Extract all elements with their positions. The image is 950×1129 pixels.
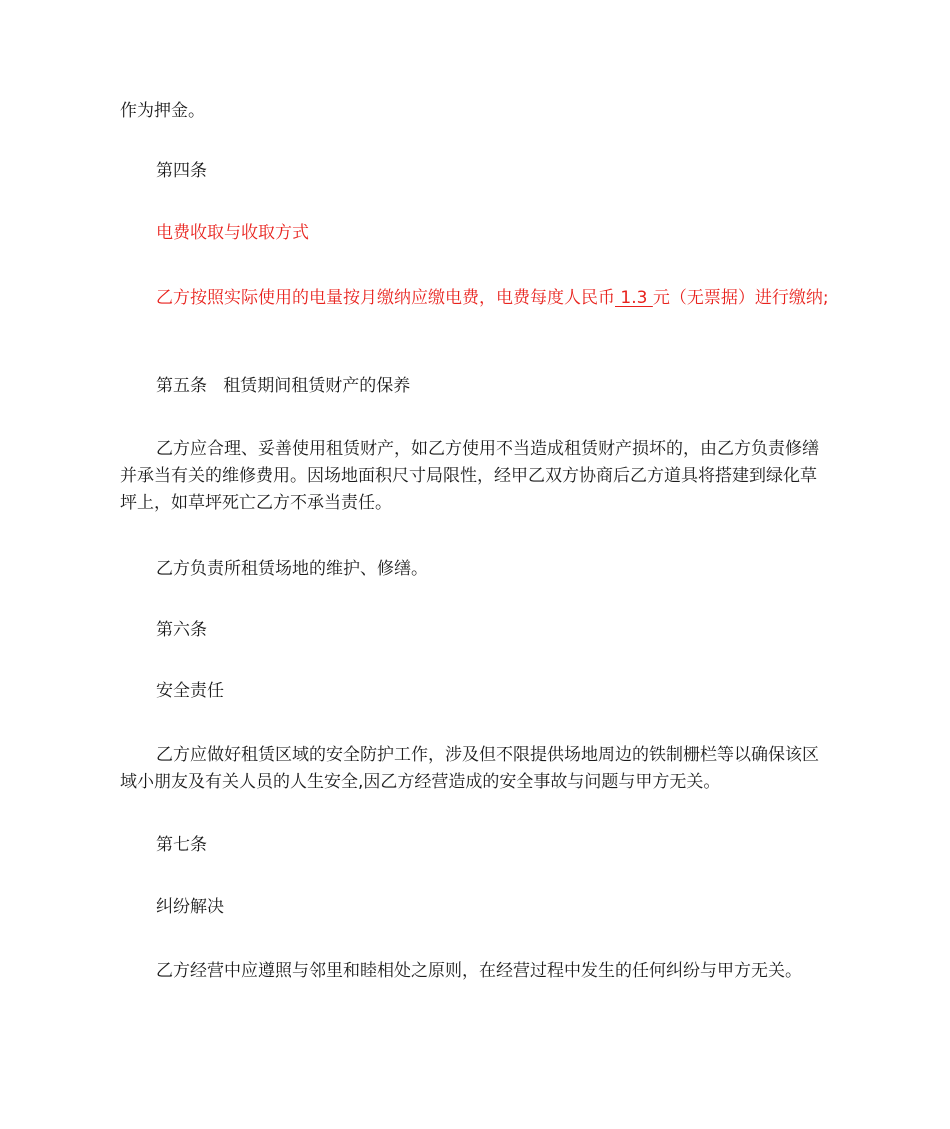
article-4-title: 电费收取与收取方式 [156,223,309,243]
article-5-heading-number: 第五条 [156,376,207,396]
article-4-body-after: 元（无票据）进行缴纳; [652,288,829,308]
article-7-title: 纠纷解决 [156,897,224,917]
article-4-heading: 第四条 [156,161,207,181]
article-7-heading: 第七条 [156,835,207,855]
article-5-body-1: 乙方应合理、妥善使用租赁财产，如乙方使用不当造成租赁财产损坏的，由乙方负责修缮并承当有关的维修费用。因场地面积尺寸局限性，经甲乙双方协商后乙方道具将搭建到绿化草坪上，如草坪死亡乙方不承当责任。 [120,439,819,513]
electricity-rate-value: 1.3 [615,288,653,308]
paragraph-deposit: 作为押金。 [120,101,205,121]
article-6-title: 安全责任 [156,681,224,701]
article-4-body-before: 乙方按照实际使用的电量按月缴纳应缴电费，电费每度人民币 [156,288,615,308]
article-7-body: 乙方经营中应遵照与邻里和睦相处之原则，在经营过程中发生的任何纠纷与甲方无关。 [156,961,802,981]
article-5-heading [120,373,830,400]
article-6-heading: 第六条 [156,620,207,640]
article-5-body-2: 乙方负责所租赁场地的维护、修缮。 [156,559,428,579]
article-6-body: 乙方应做好租赁区域的安全防护工作，涉及但不限提供场地周边的铁制栅栏等以确保该区域小朋友及有关人员的人生安全,因乙方经营造成的安全事故与问题与甲方无关。 [120,745,819,792]
article-5-title: 租赁期间租赁财产的保养 [223,376,411,396]
article-4-body [120,285,830,312]
